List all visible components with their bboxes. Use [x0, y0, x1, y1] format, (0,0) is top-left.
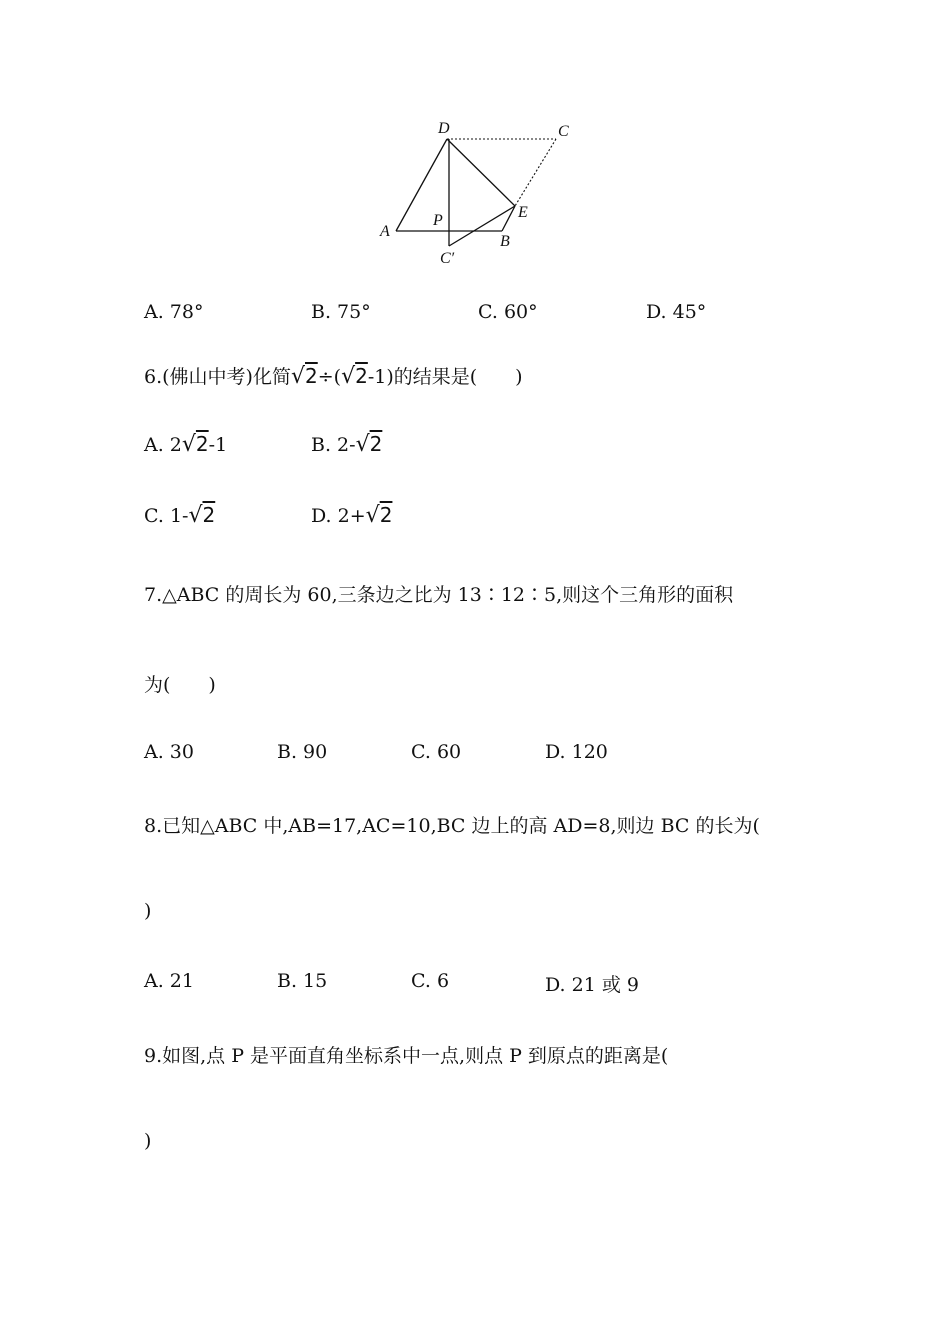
q5-option-a: A. 78°: [144, 301, 204, 323]
q7-stem-line1: 7.△ABC 的周长为 60,三条边之比为 13∶12∶5,则这个三角形的面积: [144, 584, 734, 606]
q7-option-d: D. 120: [545, 741, 608, 763]
q9-stem-line1: 9.如图,点 P 是平面直角坐标系中一点,则点 P 到原点的距离是(: [144, 1045, 669, 1067]
label-a: A: [380, 223, 390, 240]
q8-option-d: D. 21 或 9: [545, 974, 639, 996]
q5-option-c: C. 60°: [478, 301, 538, 323]
q8-stem-line2: ): [144, 900, 152, 922]
label-c-prime: C′: [440, 250, 455, 267]
label-c: C: [558, 123, 569, 140]
q6-option-c: C. 1-√2: [144, 503, 216, 528]
q7-option-c: C. 60: [411, 741, 462, 763]
q8-option-c: C. 6: [411, 970, 450, 992]
label-d: D: [438, 120, 450, 137]
dotted-ce: [515, 139, 556, 206]
q6-prefix: 6.(佛山中考)化简: [144, 366, 291, 388]
label-e: E: [518, 204, 528, 221]
q9-stem-line2: ): [144, 1130, 152, 1152]
q5-option-d: D. 45°: [646, 301, 707, 323]
q7-stem-line2: 为( ): [144, 674, 216, 696]
q6-suffix: -1)的结果是( ): [367, 366, 523, 388]
segment-de: [447, 139, 515, 206]
q8-option-a: A. 21: [144, 970, 194, 992]
q6-option-a: A. 2√2-1: [144, 432, 228, 457]
q7-option-a: A. 30: [144, 741, 194, 763]
label-p: P: [433, 212, 443, 229]
q6-stem: [144, 362, 523, 389]
q7-option-b: B. 90: [277, 741, 328, 763]
sqrt2-radical: √2: [290, 364, 318, 389]
q6-mid: ÷(: [317, 366, 342, 388]
q5-option-b: B. 75°: [311, 301, 371, 323]
sqrt2-radical: √2: [341, 364, 368, 389]
q6-option-b: B. 2-√2: [311, 432, 383, 457]
q8-stem-line1: 8.已知△ABC 中,AB=17,AC=10,BC 边上的高 AD=8,则边 BC 的长为(: [144, 815, 760, 837]
label-b: B: [500, 233, 510, 250]
q8-option-b: B. 15: [277, 970, 328, 992]
q6-option-d: D. 2+√2: [311, 503, 393, 528]
